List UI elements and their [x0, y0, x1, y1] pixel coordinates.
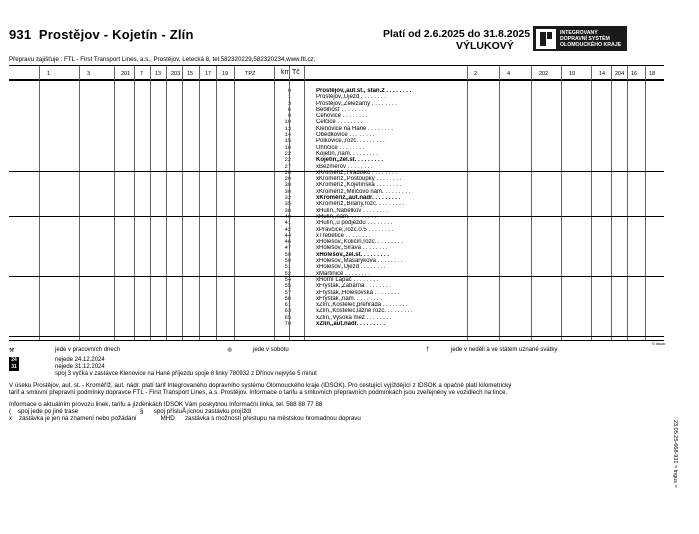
column-divider [134, 66, 135, 340]
section-divider [9, 171, 664, 172]
legend-not31: nejede 31.12.2024 [55, 364, 105, 370]
km-value: 22 [284, 150, 291, 157]
km-value: 16 [284, 144, 291, 151]
column-divider [531, 66, 532, 340]
train-number: 204 [615, 71, 625, 77]
column-divider [289, 66, 290, 340]
stop-name: Prostějov,,aut.st., stan.2 . . . . . . . . [316, 88, 412, 94]
stop-name: xHolešov,,Újezd . . . . . . . . [316, 264, 386, 271]
legend-sunday: jede v neděli a ve státem uznané svátky [451, 347, 558, 353]
train-number: 201 [121, 71, 131, 77]
km-value: 54 [284, 276, 291, 283]
stop-name: xZlín,,Vysoká mez . . . . . . . . [316, 314, 392, 321]
train-number-row [9, 70, 664, 80]
stop-name: Bedihošť . . . . . . . . [316, 106, 367, 113]
tc-label: Tč [292, 69, 300, 76]
km-value: 22 [284, 157, 291, 164]
stop-name: Kojetín,,nám. . . . . . . . . [316, 150, 379, 157]
stop-name: xHolešov,,žel.st. . . . . . . . . [316, 251, 389, 258]
train-number: 17 [205, 71, 212, 77]
legend-workdays: jede v pracovních dnech [55, 347, 121, 353]
ids-logo-text: INTEGROVANÝ DOPRAVNÍ SYSTÉM OLOMOUCKÉHO KRAJE [560, 29, 622, 48]
legend-saturday: jede v sobotu [253, 347, 289, 353]
km-value: 27 [284, 163, 291, 170]
stop-name: xHorní Lapač . . . . . . . . [316, 276, 379, 283]
km-value: 13 [284, 125, 291, 132]
train-number: 7 [140, 71, 144, 77]
legend-saturday-icon: ⑥ [227, 348, 233, 354]
train-number: 1 [47, 71, 51, 77]
column-divider [645, 66, 646, 340]
train-number: 10 [569, 71, 576, 77]
stop-name: xFryšták,,Žabárna . . . . . . . . [316, 283, 392, 290]
km-value: 50 [284, 258, 291, 265]
line-title: 931 Prostějov - Kojetín - Zlín [9, 27, 194, 42]
km-value: 58 [284, 295, 291, 302]
stop-name: xKroměříž,,Postoupky . . . . . . . . [316, 176, 402, 183]
column-divider [499, 66, 500, 340]
km-value: 0 [287, 88, 291, 94]
km-value: 42 [284, 226, 291, 233]
train-number: 13 [155, 71, 162, 77]
stop-name: Polkovice,,rozc. . . . . . . . . [316, 138, 385, 145]
km-value: 40 [284, 213, 291, 220]
stop-name: xHulín,,Nábělkov . . . . . . . . [316, 207, 389, 214]
legend-sunday-icon: † [426, 347, 430, 353]
km-value: 52 [284, 270, 291, 277]
km-value: 57 [284, 289, 291, 296]
train-number: 202 [539, 71, 549, 77]
holiday-label: VÝLUKOVÝ [456, 40, 514, 52]
train-number: 16 [631, 71, 638, 77]
km-value: 1 [287, 94, 291, 101]
train-number: 15 [187, 71, 194, 77]
section-divider [9, 80, 664, 81]
stop-name: xHolešov,,Količín,rozc. . . . . . . . . [316, 239, 403, 246]
km-label: km [281, 69, 291, 76]
section-divider [9, 336, 664, 337]
km-value: 61 [284, 302, 291, 309]
km-value: 32 [284, 195, 291, 202]
stop-name: xBezměrov . . . . . . . . [316, 163, 373, 170]
train-number: 19 [222, 71, 229, 77]
column-divider [182, 66, 183, 340]
column-divider [274, 66, 275, 340]
km-value: 14 [284, 132, 291, 139]
stop-name: xKroměříž,,Hradisko . . . . . . . . [316, 169, 398, 176]
km-value: 51 [284, 264, 291, 271]
column-divider [467, 66, 468, 340]
column-divider [216, 66, 217, 340]
km-value: 35 [284, 201, 291, 208]
stop-name: Prostějov,,Újezd . . . . . . . . [316, 94, 386, 101]
km-value: 41 [284, 220, 291, 227]
stop-list [316, 88, 461, 327]
column-divider [234, 66, 235, 340]
ids-logo [533, 26, 627, 51]
stop-name: Obědkovice . . . . . . . . [316, 132, 375, 139]
km-value: 30 [284, 188, 291, 195]
note-symbols-2: x zastávka je jen na znamení nebo požádání MHD zastávka s možností přestupu na městskou hromadnou dopravu [9, 415, 361, 422]
note-idsok: V úseku Prostějov, aut. st. - Kroměříž, aut. nádr. platí tarif Integrovaného dopravního systému Olomouckého kraje (IDSOK). Pro cestující vyjíždějící z IDSOK a opačně platí kilometrický [9, 382, 512, 389]
stop-name: xTřebětice . . . . . . . . [316, 232, 371, 239]
km-value: 38 [284, 207, 291, 214]
column-divider [627, 66, 628, 340]
stamp: © idsok [652, 341, 666, 346]
column-divider [114, 66, 115, 340]
train-number: 203 [171, 71, 181, 77]
stop-name: xZlín,,Kostelec,lázně rozc. . . . . . . . . [316, 308, 413, 315]
tpz-label: TPZ [245, 71, 256, 77]
legend-workdays-icon: ⚒ [9, 348, 15, 354]
column-divider [150, 66, 151, 340]
column-divider [611, 66, 612, 340]
stop-name: xHulín,,nám. . . . . . . . . [316, 213, 377, 220]
column-divider [79, 66, 80, 340]
km-value: 63 [284, 308, 291, 315]
stop-name: xFryšták,,nám. . . . . . . . . [316, 295, 383, 302]
stop-name: xHolešov,,Šírava . . . . . . . . [316, 245, 388, 252]
stop-name: Čelčice . . . . . . . . [316, 119, 363, 126]
km-value: 70 [284, 320, 291, 327]
train-number: 18 [649, 71, 656, 77]
stop-name: xHulín,,u podjezdu . . . . . . . . [316, 220, 393, 227]
column-divider [199, 66, 200, 340]
stop-name: Klenovice na Hané . . . . . . . . [316, 125, 394, 132]
stop-name: xKroměříž,,Kojetínská . . . . . . . . [316, 182, 402, 189]
timetable [9, 65, 664, 341]
train-number: 4 [507, 71, 511, 77]
carrier-line: Přepravu zajišťuje : FTL - First Transport Lines, a.s., Prostějov, Letecká 8, tel.582320229,582320234,www.ftl.cz; [9, 56, 316, 63]
column-divider [39, 66, 40, 340]
stop-name: xKroměříž,,Milíčovo nám. . . . . . . . . [316, 188, 411, 195]
km-value: 46 [284, 239, 291, 246]
badge-24: 24 [9, 357, 19, 364]
km-value: 55 [284, 283, 291, 290]
km-value: 15 [284, 138, 291, 145]
column-divider [304, 66, 305, 340]
note-symbols-1: ( spoj jede po jiné trase § spoj přísluÅ¡ícnou zastávku projíždí [9, 408, 252, 415]
km-value: 29 [284, 176, 291, 183]
section-divider [9, 216, 664, 217]
train-number: 3 [87, 71, 91, 77]
km-value: 65 [284, 314, 291, 321]
column-divider [561, 66, 562, 340]
stop-name: xMartinice . . . . . . . . [316, 270, 371, 277]
note-tarif: tarif a smluvní přepravní podmínky dopravce FTL - First Transport Lines, a.s. Prostějov. Informace o tarifu a smluvních přepravních podmínkách jsou zveřejněny ve vozidlech na lince. [9, 389, 508, 396]
km-value: 3 [287, 100, 291, 107]
side-print: 23.05.25-668-931 ≈ Ingus ≈ [672, 420, 678, 488]
legend-not24: nejede 24.12.2024 [55, 357, 105, 363]
stop-name: Prostějov,,Železárny . . . . . . . . [316, 100, 397, 107]
stop-name: xHolešov,,Masarykova . . . . . . . . [316, 258, 403, 265]
stop-name: xZlín,,aut.nádr. . . . . . . . . [316, 320, 386, 327]
km-value: 9 [287, 113, 291, 120]
validity: Platí od 2.6.2025 do 31.8.2025 [383, 28, 531, 40]
ids-logo-icon [536, 29, 556, 49]
section-divider [9, 276, 664, 277]
column-divider [591, 66, 592, 340]
train-number: 2 [474, 71, 478, 77]
train-number: 14 [599, 71, 606, 77]
badge-31: 31 [9, 364, 19, 371]
stop-name: xKroměříž,,aut.nádr. . . . . . . . . [316, 195, 401, 202]
km-value: 47 [284, 245, 291, 252]
km-value: 6 [287, 106, 291, 113]
stop-name: xKroměříž,,Bílany,rozc. . . . . . . . . [316, 201, 405, 208]
note-info: Informace o aktuálním provozu linek, tarifu a jízdenkách IDSOK Vám poskytnou Informační linka, tel. 588 88 77 88 [9, 401, 323, 408]
stop-name: Kojetín,,žel.st. . . . . . . . . [316, 157, 384, 164]
stop-name: xZlín,,Kostelec,přehrada . . . . . . . . [316, 302, 408, 309]
stop-name: xPravčice,,rozc.0.5 . . . . . . . . [316, 226, 394, 233]
stop-name: xFryšták,,Holešovská . . . . . . . . [316, 289, 400, 296]
km-value: 28 [284, 169, 291, 176]
km-value: 10 [284, 119, 291, 126]
km-value: 50 [284, 251, 291, 258]
legend-note3: spoj 3 vyčká v zastávce Klenovice na Hané příjezdu spoje 8 linky 780932 z Dřínov nejvýše 5 minut [55, 371, 317, 377]
stop-name: Čehovice . . . . . . . . [316, 113, 368, 120]
km-value: 30 [284, 182, 291, 189]
stop-name: Uhřičice . . . . . . . . [316, 144, 365, 151]
column-divider [166, 66, 167, 340]
km-value: 44 [284, 232, 291, 239]
